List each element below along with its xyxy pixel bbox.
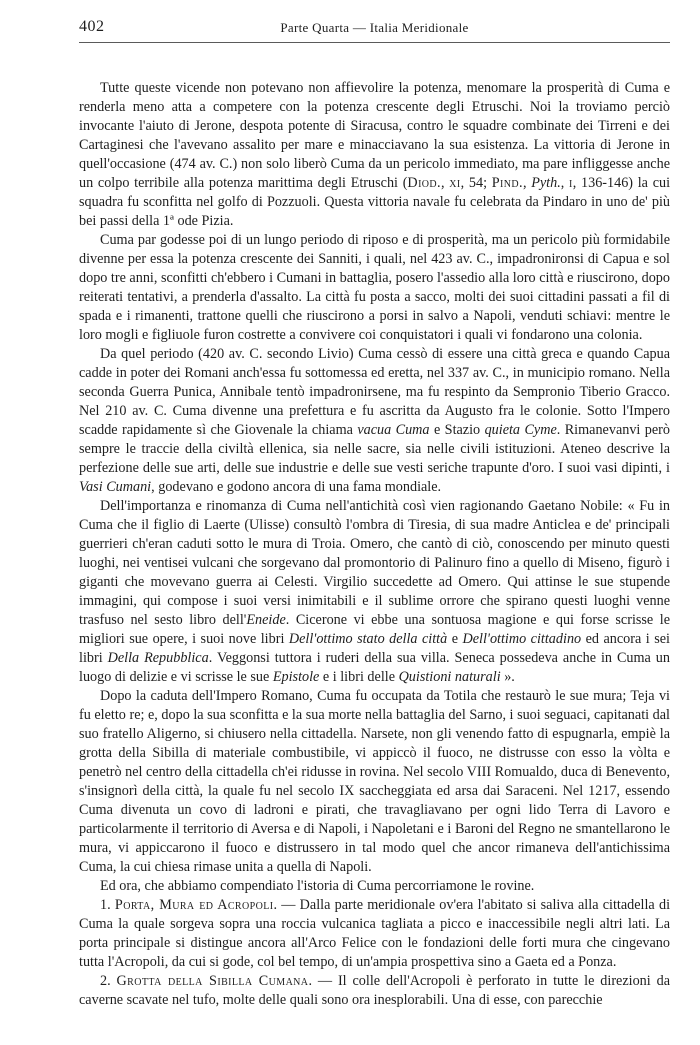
text-run: e [447,631,463,647]
text-run: e Stazio [429,422,485,438]
text-run: Dell'importanza e rinomanza di Cuma nell'antichità così vien ragionando Gaetano Nobile: « Fu in Cuma che il figlio di Laerte (Ulisse) consultò l'ombra di Tiresia, di sua madre Anticlea e de' principali guerrieri ch'eran caduti sotto le mura di Troia. Omero, che cantò di ciò, conoscendo per minuto questi luoghi, nei ventisei vulcani che sorgevano dal promontorio di Palinuro fino a quello di Miseno, figurò i giganti che movevano guerra ai Celesti. Virgilio succedette ad Omero. Qui attinse le sue stupende immagini, qui compose i suoi versi inimitabili e il sublime orrore che spirano questi luoghi venne trasfuso nel sesto libro dell' [79,498,670,628]
text-run: , [441,175,450,191]
italic-text: Quistioni naturali [398,669,501,685]
italic-text: Pyth. [531,175,561,191]
text-run: e i libri delle [319,669,399,685]
running-title: Parte Quarta — Italia Meridionale [280,20,469,35]
text-run: , godevano e godono ancora di una fama mondiale. [151,479,442,495]
paragraph [79,972,670,1010]
paragraph [79,896,670,972]
running-head [79,14,670,43]
small-caps-text: Porta, Mura ed Acropoli [114,897,274,913]
text-run: . Rimanevanvi però sempre le traccie della civiltà ellenica, sia nelle sacre, sia nelle civili istituzioni. Ateneo descrive la perfezione delle sue arti, delle sue industrie e delle sue vesti seriche trapunte d'oro. I suoi vasi dipinti, i [79,422,670,476]
small-caps-text: Pind. [491,175,523,191]
paragraph [79,79,670,231]
text-run: . Veggonsi tuttora i ruderi della sua villa. Seneca possedeva anche in Cuma un luogo di delizie e vi scrisse le sue [79,650,670,685]
text-run: . — Il colle dell'Acropoli è perforato in tutte le direzioni da caverne scavate nel tufo, molte delle quali sono ora inesplorabili. Una di esse, con parecchie [79,973,670,1008]
paragraph [79,231,670,345]
text-run: , [560,175,570,191]
text-run: Dopo la caduta dell'Impero Romano, Cuma fu occupata da Totila che restaurò le sue mura; Teja vi fu eletto re; e, dopo la sua sconfitta e la sua morte nella battaglia del Sarno, i suoi seguaci, capitanati dal suo fratello Aligerno, si chiusero nella cittadella. Narsete, non gli venendo fatto di espugnarla, empiè la grotta della Sibilla di materiale combustibile, vi appiccò il fuoco, ne distrusse con esso la vòlta e penetrò nel centro della cittadella ch'ei ridusse in rovina. Nel secolo VIII Romualdo, duca di Benevento, s'insignorì della città, la quale fu nel secolo IX saccheggiata ed arsa dai Saraceni. Nel 1217, essendo Cuma divenuta un covo di ladroni e pirati, che travagliavano per ogni lido Terra di Lavoro e particolarmente il territorio di Aversa e di Napoli, i Napoletani e i Baroni del Regno ne smantellarono le mura, vi appiccarono il fuoco e distrussero in tal modo quel che ancor rimaneva dell'antichissima Cuma, la cui chiesa rimase unita a quella di Napoli. [79,688,670,875]
text-run: , 136-146) la cui squadra fu sconfitta nel golfo di Pozzuoli. Questa vittoria navale fu celebrata da Pindaro in uno de' più bei passi della 1ª ode Pizia. [79,175,671,229]
paragraph [79,687,670,877]
text-run: . — Dalla parte meridionale ov'era l'abitato si saliva alla cittadella di Cuma la quale sorgeva sopra una roccia vulcanica tagliata a picco e inaccessibile negli altri lati. La porta principale si distingue ancora all'Arco Felice con le fondazioni delle forti mura che cingevano tutta l'Acropoli, da cui si gode, col bel tempo, di un'ampia prospettiva sino a Gaeta ed a Ponza. [79,897,671,970]
text-run: 1. [100,897,115,913]
book-page [79,14,670,1010]
text-run: Ed ora, che abbiamo compendiato l'istoria di Cuma percorriamone le rovine. [100,878,535,894]
italic-text: Dell'ottimo stato della città [288,631,448,647]
text-run: Tutte queste vicende non potevano non affievolire la potenza, menomare la prosperità di Cuma e renderla meno atta a competere con la potenza crescente degli Etruschi. Noi la troviamo perciò invocante l'aiuto di Jerone, despota potente di Siracusa, contro le squadre combinate dei Tirreni e dei Cartaginesi che l'avevano assalito per mare e minacciavano la sua esistenza. La vittoria di Jerone in quell'occasione (474 av. C.) non solo liberò Cuma da un pericolo immediato, ma pare infliggesse anche un colpo terribile alla potenza marittima degli Etruschi ( [79,80,670,191]
italic-text: Dell'ottimo cittadino [462,631,582,647]
italic-text: quieta Cyme [484,422,557,438]
text-run: . Cicerone vi ebbe una sontuosa magione e qui forse scrisse le migliori sue opere, i suoi nove libri [79,612,670,647]
text-run: ed ancora i sei libri [79,631,670,666]
italic-text: Vasi Cumani [79,479,152,495]
body-text [79,79,670,1010]
paragraph [79,877,670,896]
italic-text: Epistole [272,669,320,685]
italic-text: vacua Cuma [357,422,430,438]
small-caps-text: xi [449,175,461,191]
paragraph [79,345,670,497]
text-run: Cuma par godesse poi di un lungo periodo di riposo e di prosperità, ma un pericolo più formidabile divenne per essa la potenza crescente dei Sanniti, i quali, nel 423 av. C., impadronironsi di Capua e sol dopo tre anni, sconfitti ch'ebbero i Cumani in battaglia, posero l'assedio alla loro città e riuscirono, dopo reiterati tentativi, a prenderla d'assalto. La città fu posta a sacco, molti dei suoi cittadini passati a fil di spada e i rimanenti, trattone quelli che riuscirono a porsi in salvo a Napoli, venduti schiavi: mentre le loro mogli e figliuole furon costrette a convivere coi conquistatori i quali vi fondarono una colonia. [79,232,670,343]
italic-text: Della Repubblica [107,650,209,666]
text-run: ». [500,669,515,685]
small-caps-text: i [569,175,573,191]
italic-text: Eneide [246,612,286,628]
text-run: , [522,175,532,191]
small-caps-text: Grotta della Sibilla Cumana [116,973,309,989]
text-run: 2. [100,973,117,989]
page-number: 402 [79,18,105,35]
small-caps-text: Diod. [407,175,441,191]
text-run: Da quel periodo (420 av. C. secondo Livio) Cuma cessò di essere una città greca e quando Capua cadde in poter dei Romani anch'essa fu sottomessa ed eretta, nel 337 av. C., in municipio romano. Nella seconda Guerra Punica, Annibale tentò impadronirsene, ma fu respinto da Sempronio Tiberio Gracco. Nel 210 av. C. Cuma divenne una prefettura e fu ascritta da Augusto fra le colonie. Sotto l'Impero scadde rapidamente sì che Giovenale la chiama [79,346,670,438]
text-run: , 54; [460,175,492,191]
paragraph [79,497,670,687]
